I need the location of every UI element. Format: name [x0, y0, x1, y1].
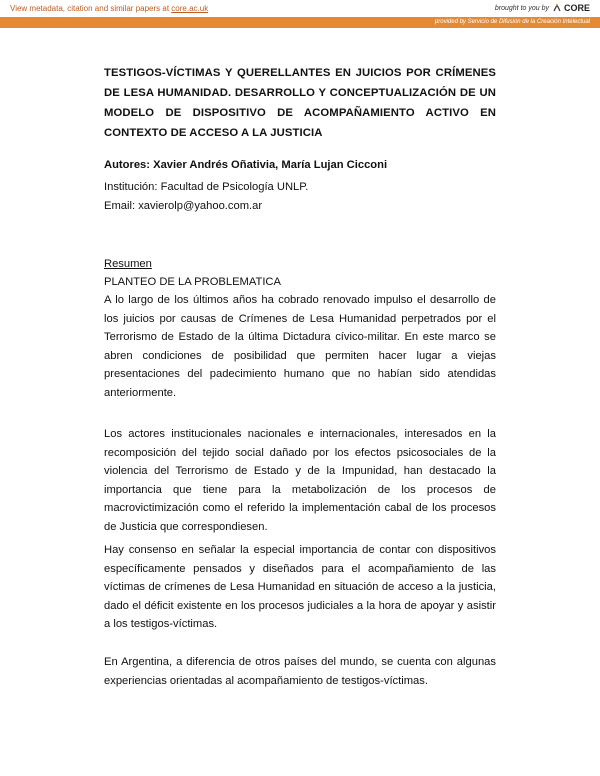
paper-institution: Institución: Facultad de Psicología UNLP. — [104, 181, 309, 193]
paragraph-1: A lo largo de los últimos años ha cobrado renovado impulso el desarrollo de los juicios por causas de Crímenes de Lesa Humanidad perpetrados por el Terrorismo de Estado de la última Dictadura cívico-militar. En este marco se abren condiciones de posibilidad que permiten hacer lugar a viejas presentaciones del padecimiento humano que no habían sido atendidas anteriormente. — [104, 294, 496, 399]
provider-banner — [0, 17, 600, 28]
brought-by-text: brought to you by — [494, 4, 549, 12]
provided-by-text[interactable]: provided by Servicio de Difusión de la Creación Intelectual — [434, 19, 590, 25]
paragraph-3: Hay consenso en señalar la especial importancia de contar con dispositivos específicamente pensados y diseñados para el acompañamiento de las víctimas de crímenes de Lesa Humanidad en situación de acceso a la justicia, dado el déficit existente en los procesos judiciales a la hora de apoyar y asistir a los testigos-víctimas. — [104, 544, 496, 631]
resumen-label: Resumen — [104, 258, 152, 270]
core-logo[interactable] — [552, 3, 590, 13]
core-logo-text: CORE — [563, 3, 590, 13]
paragraph-4: En Argentina, a diferencia de otros países del mundo, se cuenta con algunas experiencias orientadas al acompañamiento de testigos-víctimas. — [104, 656, 496, 687]
brought-to-you-by[interactable] — [495, 3, 590, 13]
section-heading: PLANTEO DE LA PROBLEMATICA — [104, 276, 281, 288]
top-metadata-bar — [0, 0, 600, 16]
paragraph-2: Los actores institucionales nacionales e internacionales, interesados en la recomposición del tejido social dañado por los efectos psicosociales de la violencia del Terrorismo de Estado y de la Impunidad, han destacado la importancia que tiene para la metabolización de los procesos de macrovictimización como el referido la implementación cabal de los procesos de Justicia que correspondiesen. — [104, 428, 496, 533]
core-ac-uk-link[interactable]: core.ac.uk — [171, 4, 209, 13]
paper-content — [104, 63, 496, 687]
paper-authors: Autores: Xavier Andrés Oñativia, María Lujan Cicconi — [104, 159, 388, 171]
metadata-link-prefix: View metadata, citation and similar papers at — [10, 4, 172, 13]
metadata-link[interactable] — [10, 4, 208, 13]
paper-email: Email: xavierolp@yahoo.com.ar — [104, 200, 263, 212]
paper-title: TESTIGOS-VÍCTIMAS Y QUERELLANTES EN JUICIOS POR CRÍMENES DE LESA HUMANIDAD. DESARROLLO Y CONCEPTUALIZACIÓN DE UN MODELO DE DISPOSITIVO DE ACOMPAÑAMIENTO ACTIVO EN CONTEXTO DE ACCESO A LA JUSTICIA — [104, 67, 496, 139]
core-logo-icon — [552, 3, 562, 13]
